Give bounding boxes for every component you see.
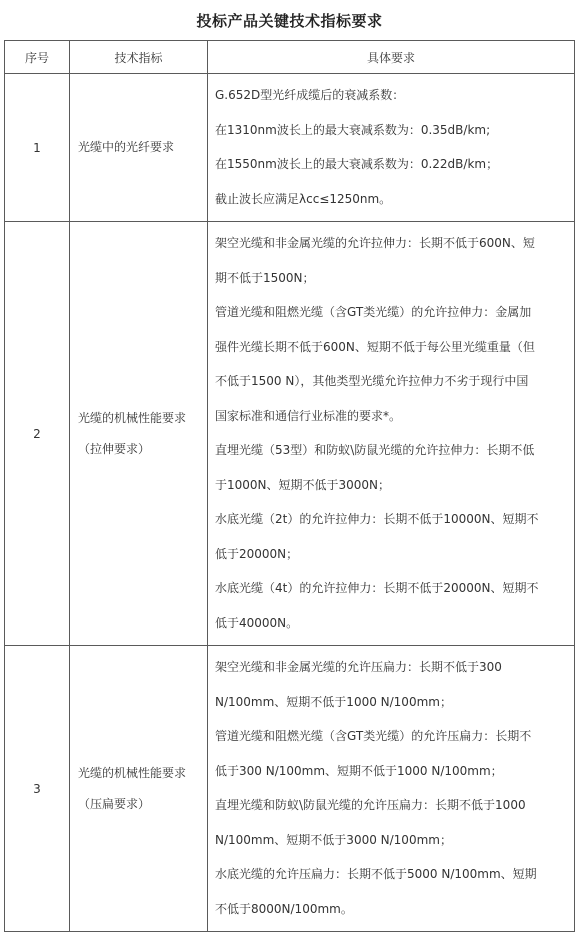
requirement-cell: [208, 222, 575, 646]
requirement-line: 强件光缆长期不低于600N、短期不低于每公里光缆重量（但: [215, 339, 535, 354]
indicator-text: 光缆的机械性能要求: [78, 410, 187, 425]
indicator-cell: [70, 646, 208, 932]
indicator-cell: [70, 222, 208, 646]
requirement-line: 期不低于1500N；: [215, 270, 315, 285]
indicator-subtext: （压扁要求）: [78, 796, 151, 811]
table-row: [5, 74, 575, 222]
requirement-line: 低于300 N/100mm、短期不低于1000 N/100mm；: [215, 763, 503, 778]
header-indicator: 技术指标: [70, 41, 208, 74]
spec-table: [4, 40, 575, 932]
requirement-cell: [208, 646, 575, 932]
requirement-line: 国家标准和通信行业标准的要求*。: [215, 408, 402, 423]
requirement-line: 低于40000N。: [215, 615, 299, 630]
indicator-text: 光缆的机械性能要求: [78, 765, 187, 780]
row-number: 3: [5, 646, 70, 932]
requirement-line: 在1550nm波长上的最大衰减系数为：0.22dB/km；: [215, 157, 499, 171]
requirement-line: 截止波长应满足λcc≤1250nm。: [215, 191, 392, 206]
requirement-line: 在1310nm波长上的最大衰减系数为：0.35dB/km;: [215, 122, 491, 137]
header-no: 序号: [5, 41, 70, 74]
row-number: 1: [5, 74, 70, 222]
requirement-line: G.652D型光纤成缆后的衰减系数：: [215, 88, 405, 102]
indicator-cell: [70, 74, 208, 222]
requirement-line: 直埋光缆（53型）和防蚁\防鼠光缆的允许拉伸力：长期不低: [215, 443, 535, 457]
indicator-subtext: （拉伸要求）: [78, 441, 151, 456]
requirement-line: 于1000N、短期不低于3000N；: [215, 477, 391, 492]
requirement-line: 管道光缆和阻燃光缆（含GT类光缆）的允许压扁力：长期不: [215, 729, 532, 743]
requirement-cell: [208, 74, 575, 222]
page-title: 投标产品关键技术指标要求: [196, 12, 383, 30]
requirement-line: 架空光缆和非金属光缆的允许拉伸力：长期不低于600N、短: [215, 236, 535, 250]
requirement-line: 不低于1500 N），其他类型光缆允许拉伸力不劣于现行中国: [215, 374, 529, 388]
requirement-line: N/100mm、短期不低于1000 N/100mm；: [215, 694, 452, 709]
table-header-row: [5, 41, 575, 74]
requirement-line: 水底光缆的允许压扁力：长期不低于5000 N/100mm、短期: [215, 867, 537, 881]
row-number: 2: [5, 222, 70, 646]
header-requirement: 具体要求: [208, 41, 575, 74]
requirement-line: N/100mm、短期不低于3000 N/100mm；: [215, 832, 452, 847]
requirement-line: 低于20000N；: [215, 546, 299, 561]
table-row: [5, 222, 575, 646]
requirement-line: 管道光缆和阻燃光缆（含GT类光缆）的允许拉伸力：金属加: [215, 305, 532, 319]
requirement-line: 架空光缆和非金属光缆的允许压扁力：长期不低于300: [215, 660, 502, 674]
requirement-line: 水底光缆（4t）的允许拉伸力：长期不低于20000N、短期不: [215, 581, 539, 595]
requirement-line: 直埋光缆和防蚁\防鼠光缆的允许压扁力：长期不低于1000: [215, 798, 526, 812]
table-row: [5, 646, 575, 932]
requirement-line: 水底光缆（2t）的允许拉伸力：长期不低于10000N、短期不: [215, 512, 539, 526]
requirement-line: 不低于8000N/100mm。: [215, 901, 353, 916]
indicator-text: 光缆中的光纤要求: [78, 140, 175, 154]
